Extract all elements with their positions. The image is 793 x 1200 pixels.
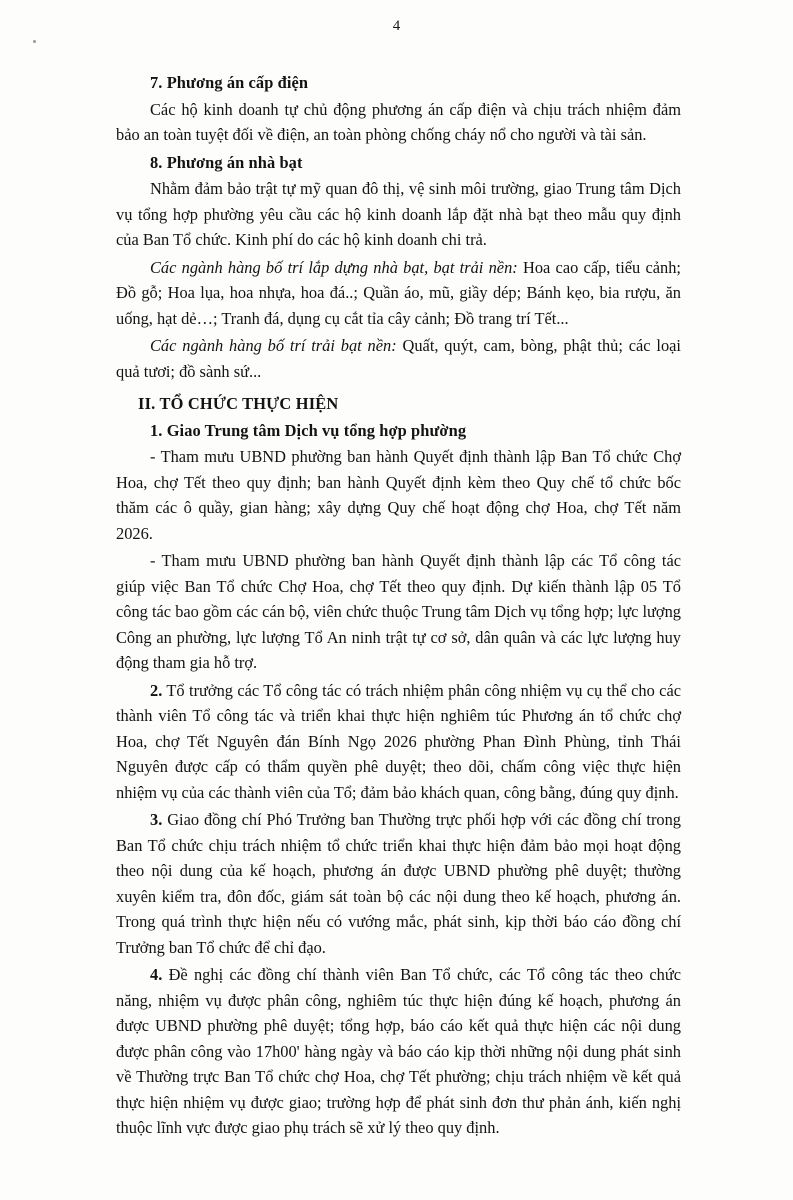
section-heading-8: 8. Phương án nhà bạt bbox=[150, 152, 303, 172]
part-two-item-1-heading: 1. Giao Trung tâm Dịch vụ tổng hợp phường bbox=[150, 420, 467, 440]
section-8-italic-item-1 bbox=[116, 255, 681, 332]
italic-rest-2: Quất, quýt, cam, bòng, phật thủ; các loại quả tươi; đồ sành sứ... bbox=[116, 336, 681, 381]
item-3-number: 3. bbox=[150, 810, 163, 829]
part-two-item-3 bbox=[116, 807, 681, 960]
item-4-number: 4. bbox=[150, 965, 163, 984]
italic-rest-1: Hoa cao cấp, tiểu cảnh; Đồ gỗ; Hoa lụa, hoa nhựa, hoa đá..; Quần áo, mũ, giầy dép; Bánh kẹo, bia rượu, ăn uống, hạt dẻ…; Tranh đá, dụng cụ cắt tỉa cây cảnh; Đồ trang trí Tết... bbox=[116, 257, 681, 328]
item-2-number: 2. bbox=[150, 680, 163, 700]
part-two-item-1-bullet-2: - Tham mưu UBND phường ban hành Quyết định thành lập các Tổ công tác giúp việc Ban Tổ chức Chợ Hoa, chợ Tết theo quy định. Dự kiến thành lập 05 Tổ công tác bao gồm các cán bộ, viên chức thuộc Trung tâm Dịch vụ tổng hợp; lực lượng Công an phường, lực lượng Tổ An ninh trật tự cơ sở, dân quân và các lực lượng huy động tham gia hỗ trợ. bbox=[116, 551, 681, 672]
page-number: 4 bbox=[392, 18, 401, 34]
part-two-item-4 bbox=[116, 962, 681, 1141]
item-2-text: Tổ trưởng các Tổ công tác có trách nhiệm phân công nhiệm vụ cụ thể cho các thành viên Tổ công tác và triển khai thực hiện nghiêm túc Phương án tổ chức chợ Hoa, chợ Tết Nguyên đán Bính Ngọ 2026 phường Phan Đình Phùng, tỉnh Thái Nguyên được cấp có thẩm quyền phê duyệt; theo dõi, chấm công việc thực hiện nhiệm vụ của các thành viên của Tổ; đảm bảo khách quan, công bằng, đúng quy định. bbox=[116, 680, 681, 802]
document-body bbox=[116, 70, 681, 1143]
part-two-item-2 bbox=[116, 678, 681, 806]
section-8-italic-item-2 bbox=[116, 333, 681, 384]
item-4-text: Đề nghị các đồng chí thành viên Ban Tổ chức, các Tổ công tác theo chức năng, nhiệm vụ được phân công, nghiêm túc thực hiện đúng kế hoạch, phương án được UBND phường phê duyệt; tổng hợp, báo cáo kết quả thực hiện các nội dung được phân công vào 17h00' hàng ngày và báo cáo kịp thời những nội dung phát sinh về Thường trực Ban Tổ chức chợ Hoa, chợ Tết phường; chịu trách nhiệm về kết quả thực hiện nhiệm vụ được giao; trường hợp để phát sinh đơn thư phản ánh, kiến nghị thuộc lĩnh vực được giao phụ trách sẽ xử lý theo quy định. bbox=[116, 965, 681, 1137]
part-two-item-1-bullet-1: - Tham mưu UBND phường ban hành Quyết định thành lập Ban Tổ chức Chợ Hoa, chợ Tết theo quy định; ban hành Quyết định kèm theo Quy chế tổ chức bốc thăm các ô quầy, gian hàng; xây dựng Quy chế hoạt động chợ Hoa, chợ Tết năm 2026. bbox=[116, 447, 681, 543]
item-3-text: Giao đồng chí Phó Trưởng ban Thường trực phối hợp với các đồng chí trong Ban Tổ chức chịu trách nhiệm tổ chức triển khai thực hiện đảm bảo mọi hoạt động theo nội dung của kế hoạch, phương án được UBND phường phê duyệt; thường xuyên kiểm tra, đôn đốc, giám sát toàn bộ các nội dung theo kế hoạch, phương án. Trong quá trình thực hiện nếu có vướng mắc, phát sinh, kịp thời báo cáo đồng chí Trưởng ban Tổ chức để chỉ đạo. bbox=[116, 810, 681, 957]
scan-speck bbox=[33, 40, 36, 43]
italic-lead-2: Các ngành hàng bố trí trải bạt nền: bbox=[150, 336, 397, 355]
italic-lead-1: Các ngành hàng bố trí lắp dựng nhà bạt, bạt trải nền: bbox=[150, 257, 518, 277]
part-two-title: II. TỔ CHỨC THỰC HIỆN bbox=[138, 394, 339, 413]
section-8-paragraph: Nhằm đảm bảo trật tự mỹ quan đô thị, vệ sinh môi trường, giao Trung tâm Dịch vụ tổng hợp phường yêu cầu các hộ kinh doanh lắp đặt nhà bạt theo mẫu quy định của Ban Tổ chức. Kinh phí do các hộ kinh doanh chi trả. bbox=[116, 179, 681, 249]
section-heading-7: 7. Phương án cấp điện bbox=[150, 73, 309, 92]
section-7-paragraph: Các hộ kinh doanh tự chủ động phương án cấp điện và chịu trách nhiệm đảm bảo an toàn tuyệt đối về điện, an toàn phòng chống cháy nổ cho người và tài sản. bbox=[116, 99, 681, 144]
